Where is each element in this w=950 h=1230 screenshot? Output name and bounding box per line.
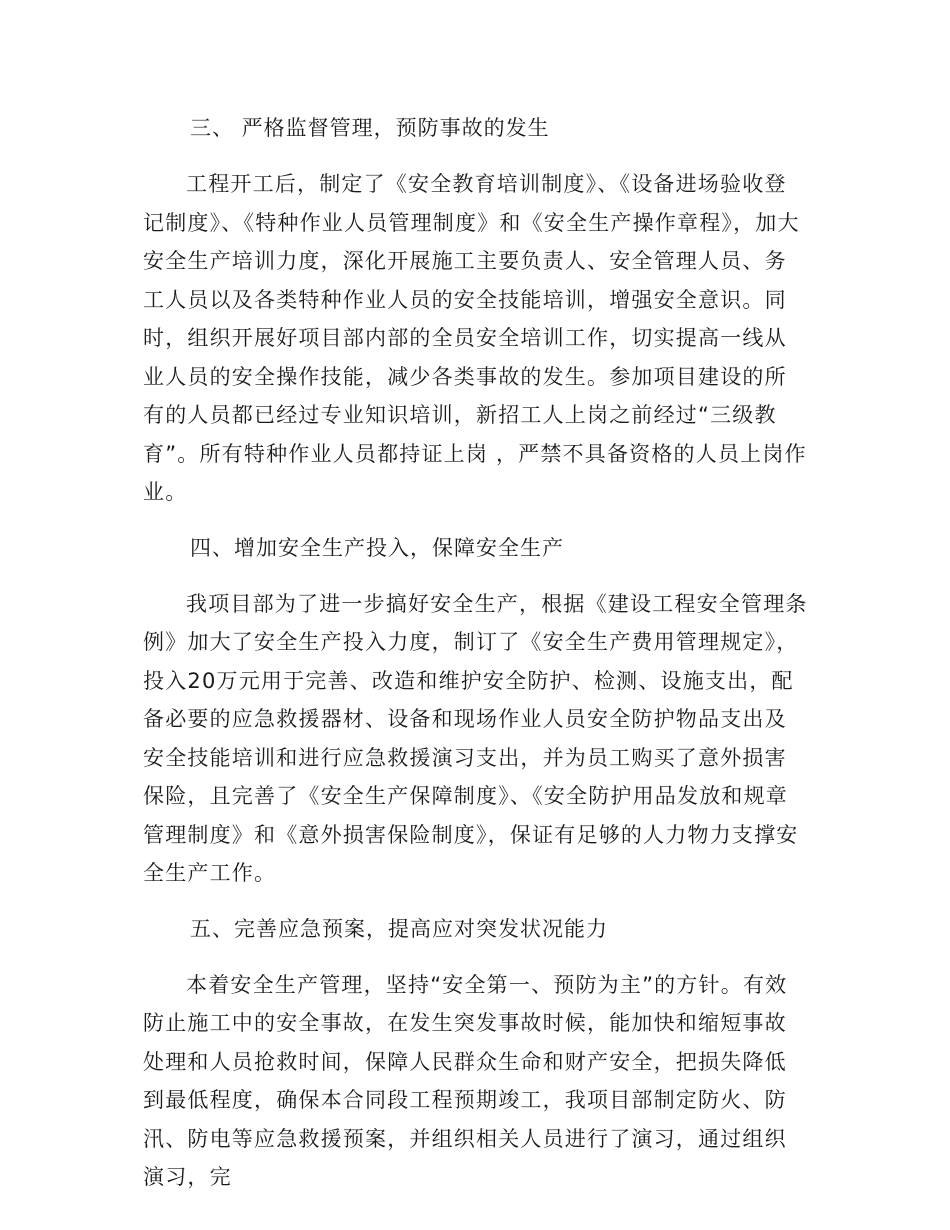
section-paragraph-5: 本着安全生产管理，坚持“安全第一、预防为主”的方针。有效防止施工中的安全事故，在发生突发事故时候，能加快和缩短事故处理和人员抢救时间，保障人民群众生命和财产安全，把损失降低到最低程度，确保本合同段工程预期竣工，我项目部制定防火、防汛、防电等应急救援预案，并组织相关人员进行了演习，通过组织演习，完	[143, 972, 788, 1189]
section-paragraph-4: 我项目部为了进一步搞好安全生产，根据《建设工程安全管理条例》加大了安全生产投入力度，制订了《安全生产费用管理规定》，投入20万元用于完善、改造和维护安全防护、检测、设施支出，配备必要的应急救援器材、设备和现场作业人员安全防护物品支出及安全技能培训和进行应急救援演习支出，并为员工购买了意外损害保险，且完善了《安全生产保障制度》、《安全防护用品发放和规章管理制度》和《意外损害保险制度》，保证有足够的人力物力支撑安全生产工作。	[143, 591, 808, 885]
section-heading-3: 三、 严格监督管理，预防事故的发生	[190, 116, 550, 140]
section-heading-5: 五、完善应急预案，提高应对突发状况能力	[190, 916, 608, 941]
section-paragraph-3: 工程开工后，制定了《安全教育培训制度》、《设备进场验收登记制度》、《特种作业人员管理制度》和《安全生产操作章程》，加大安全生产培训力度，深化开展施工主要负责人、安全管理人员、务工人员以及各类特种作业人员的安全技能培训，增强安全意识。同时，组织开展好项目部内部的全员安全培训工作，切实提高一线从业人员的安全操作技能，减少各类事故的发生。参加项目建设的所有的人员都已经过专业知识培训，新招工人上岗之前经过“三级教育”。所有特种作业人员都持证上岗 ，严禁不具备资格的人员上岗作业。	[143, 172, 807, 504]
document-body	[143, 110, 808, 1215]
section-heading-4: 四、增加安全生产投入，保障安全生产	[190, 535, 564, 560]
